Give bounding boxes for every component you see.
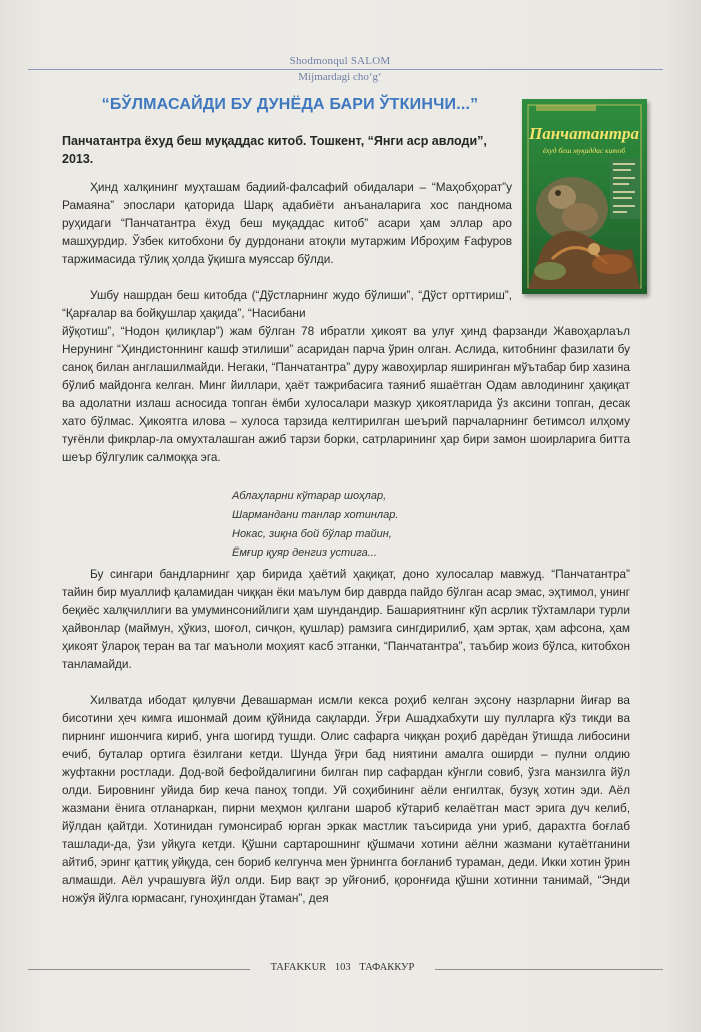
- footer-label: [250, 962, 435, 973]
- poem-quote: [232, 487, 532, 563]
- page-footer: [0, 962, 701, 982]
- article-paragraph-2-start: Ушбу нашрдан беш китобда (“Дўстларнинг жудо бўлиши”, “Дўст орттириш”, “Қарғалар ва бойқушлар ҳақида”, “Насибани: [62, 288, 512, 320]
- footer-magazine-latin: TAFAKKUR: [270, 962, 327, 973]
- page-header: [0, 55, 701, 87]
- book-cover-image: [522, 99, 647, 294]
- poem-line: Нокас, зиқна бой бўлар тайин,: [232, 528, 392, 540]
- header-author: Shodmonqul SALOM: [289, 55, 391, 67]
- poem-line: Ёмғир қуяр денгиз устига...: [232, 547, 377, 559]
- article-title: “БЎЛМАСАЙДИ БУ ДУНЁДА БАРИ ЎТКИНЧИ...”: [101, 96, 479, 113]
- book-cover-subtitle: ёхуд беш муқаддас китоб: [542, 146, 626, 155]
- bibliography-reference: Панчатантра ёхуд беш муқаддас китоб. Тошкент, “Янги аср авлоди”, 2013.: [62, 134, 487, 166]
- article-paragraph-3: Бу сингари бандларнинг ҳар бирида ҳаётий ҳақиқат, доно хулосалар мавжуд. “Панчатантра” тайин бир муаллиф қаламидан чиққан ёки маълум бир даврда пайдо бўлган асар эмас, эҳтимол, унинг беқиёс халқчиллиги ва умуминсонийлиги ҳам шундандир. Башариятнинг кўп асрлик тўхтамлари турли ҳайвонлар (маймун, ҳўкиз, шоғол, сичқон, қушлар) рамзига сингдирилиб, ҳам эртак, ҳам афсона, ҳам ҳикоят ўлароқ теран ва таг маъноли моҳият касб этганки, “Панчатантра”, таъбир жоиз бўлса, китобхон танламайди.: [62, 567, 630, 671]
- poem-line: Шармандани танлар хотинлар.: [232, 509, 399, 521]
- article-paragraph-1: Ҳинд халқининг муҳташам бадиий-фалсафий обидалари – “Маҳобҳорат”у Рамаяна” эпослари қаторида Шарқ адабиёти анъаналарига хос пандномa руҳидаги “Панчатантра ёхуд беш муқаддас китоб” асари ҳам эллар аро машҳурдир. Ўзбек китобхони бу дурдонани атоқли мутаржим Иброҳим Ғафуров таржимасида тўлиқ ҳолда ўқишга муяссар бўлди.: [62, 180, 512, 266]
- header-rule: [28, 69, 663, 70]
- footer-rule-left: [28, 969, 250, 970]
- footer-rule-right: [435, 969, 663, 970]
- footer-magazine-cyrillic: ТАФАККУР: [359, 962, 415, 973]
- header-section-title: Mijmardagi cho‘g‘: [298, 71, 382, 83]
- page-number: 103: [334, 962, 351, 973]
- article-paragraph-4: Хилватда ибодат қилувчи Девашарман исмли кекса роҳиб келган эҳсону назрларни йиғар ва бисотини ҳеч кимга ишонмай доим қўйнида сақларди. Ўғри Ашадхабхути шу пулларга кўз тикди ва пирнинг ишончига кириб, унга шогирд тушди. Олис сафарга чиққан роҳиб дарёдан ўтишда либосини ечиб, буталар ортига ёзилгани кетди. Шунда ўғри бад ниятини амалга оширди – пулни олдию жуфтакни ростлади. Дод-вой бефойдалигини билган пир сафардан кўнгли совиб, ўзга манзилга йўл олди. Бировнинг уйида бир кеча паноҳ топди. Уй соҳибининг аёли енгилтак, бузуқ хотин эди. Аёл жазмани ёнига отланаркан, пирни меҳмон қилгани шароб кўтариб келаётган маст эрига дуч келиб, йўлдан қайтди. Хотинидан гумонсираб юрган эркак мастлик таъсирида уни уриб, дарахтга боғлаб ташлади-да, ўзи уйқуга кетди. Қўшни сартарошнинг қўшмачи хотини аёлни жазмани кутаётганини айтиб, эринг қаттиқ уйқуда, сен бориб келгунча мен ўрнингга боғланиб тураман, деди. Икки хотин ўрин алмашди. Аёл учрашувга йўл олди. Бир вақт эр уйғониб, қоронғида қўшни хотинни танимай, “Энди ножўя йўлга юрмасанг, гуноҳингдан ўтаман”, дея: [62, 693, 630, 905]
- article-paragraph-2-continuation: йўқотиш”, “Нодон қилиқлар”) жам бўлган 78 ибратли ҳикоят ва улуғ ҳинд фарзанди Жавоҳарлаъл Нерунинг “Ҳиндистоннинг кашф этилиши” асаридан парча ўрин олган. Аслида, китобнинг фазилати бу саноқ билан англашилмайди. Негаки, “Панчатантра” дуру жавоҳирлар яширинган мўътабар бир хазина бўлиб майдонга келган. Минг йиллари, ҳаёт тажрибасига таяниб яшаётган Одам авлодининг ҳақиқат ва адолатни излаш асносида топган ёмби хулосалари мазкур ҳикоятларида ўз аксини топган, десак хато бўлмас. Ҳикоятга илова – хулоса тарзида келтирилган шеърий парчаларнинг бетимсол илҳому туғёнли фикрлар-ла омухталашган ажиб тарзи борки, сатрларининг ҳар бири замон шоирларига битта шеър бўлгулик салмоққа эга.: [62, 324, 630, 464]
- poem-line: Аблаҳларни кўтарар шоҳлар,: [232, 490, 387, 502]
- book-cover-title: Панчатантра: [529, 124, 639, 143]
